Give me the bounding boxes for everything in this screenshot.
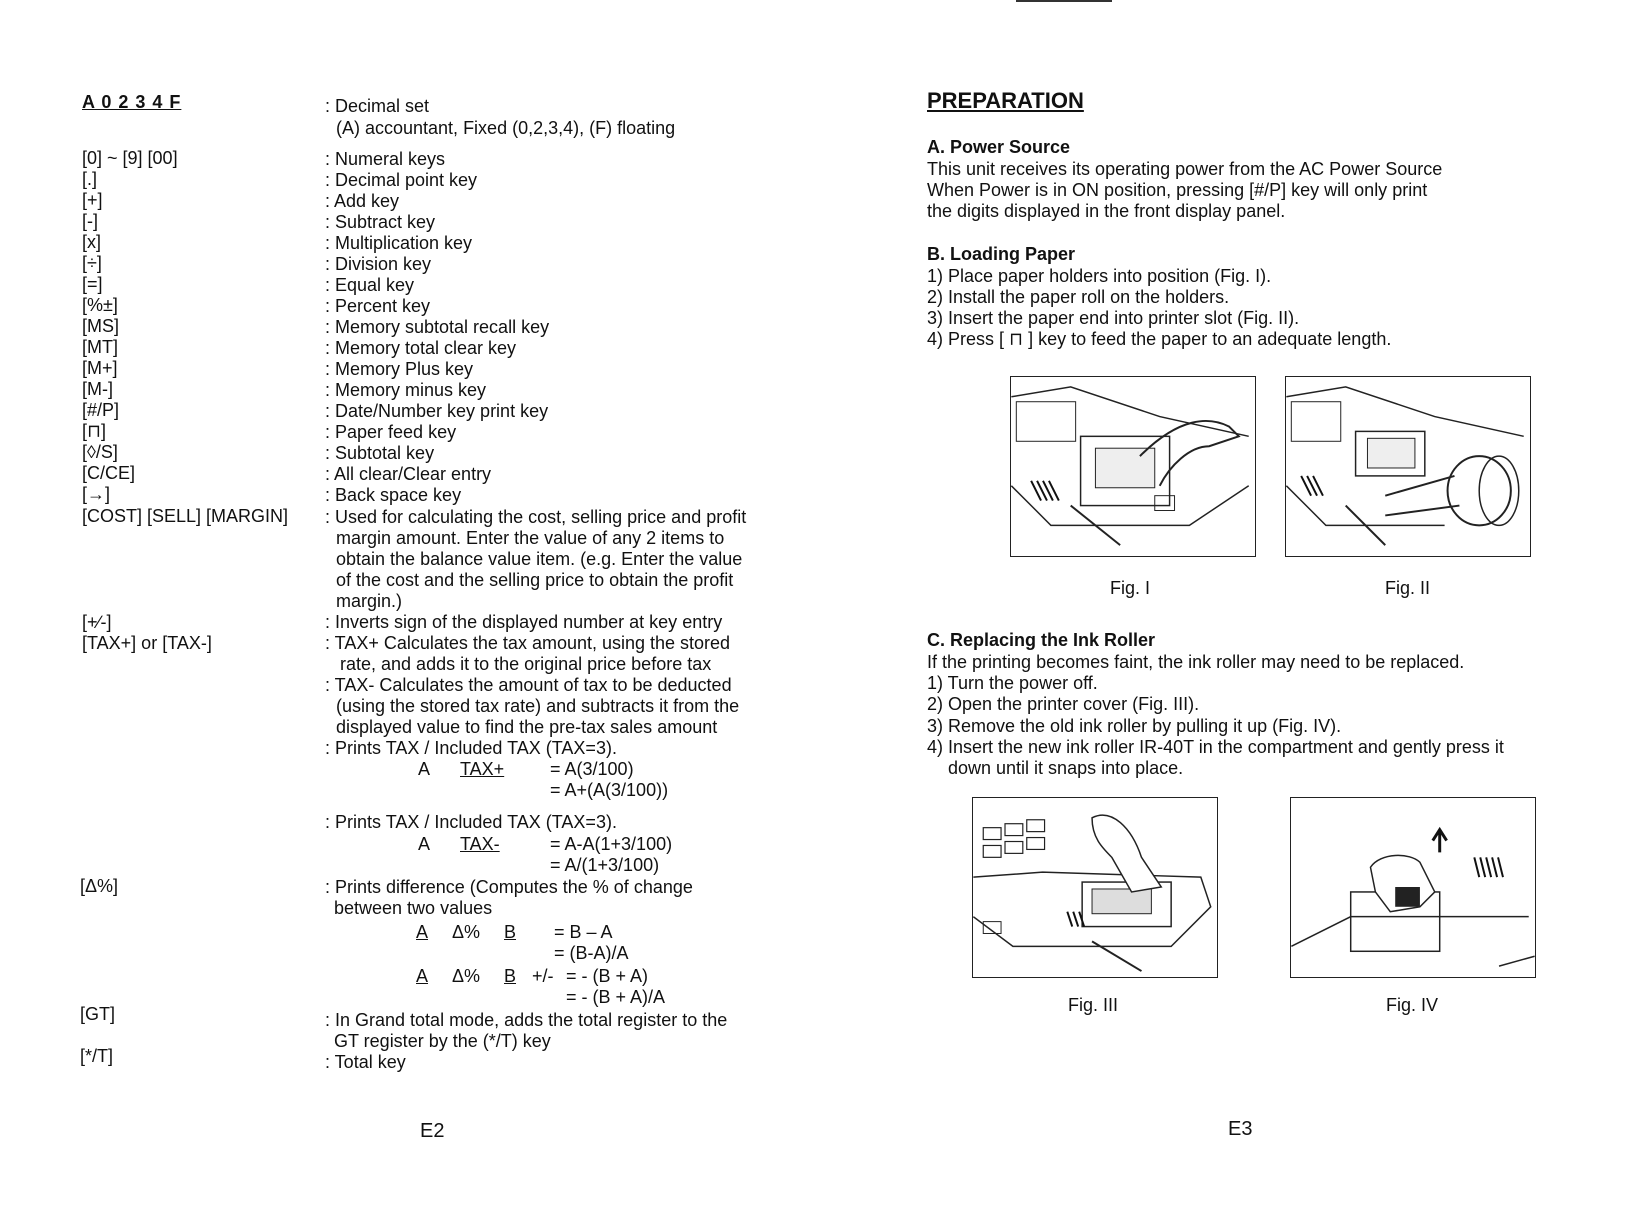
key-desc: : Memory Plus key bbox=[325, 359, 474, 379]
key-label: [⊓] bbox=[82, 421, 107, 441]
key-label: [-] bbox=[82, 211, 98, 231]
d1-eq1: = B – A bbox=[554, 922, 613, 942]
key-label: [=] bbox=[82, 274, 103, 294]
key-desc: : Division key bbox=[325, 254, 432, 274]
tax-desc-line: : TAX- Calculates the amount of tax to be deducted bbox=[325, 675, 732, 695]
section-c-line: down until it snaps into place. bbox=[948, 758, 1184, 778]
calculator-paper-roll-icon bbox=[1286, 377, 1530, 556]
figure-3-illustration bbox=[972, 797, 1218, 978]
d2-b: B bbox=[504, 966, 517, 986]
decimal-set-desc: : Decimal set bbox=[325, 96, 430, 116]
taxplus-eq1: = A(3/100) bbox=[550, 759, 634, 779]
key-label: [◊/S] bbox=[82, 442, 118, 462]
key-label: [x] bbox=[82, 232, 102, 252]
key-desc: : Memory minus key bbox=[325, 380, 487, 400]
key-desc: : Subtotal key bbox=[325, 443, 435, 463]
key-label: [÷] bbox=[82, 253, 102, 273]
section-a-line: When Power is in ON position, pressing [#/P] key will only print bbox=[927, 180, 1428, 200]
figure-4-illustration bbox=[1290, 797, 1536, 978]
key-label: [MT] bbox=[82, 337, 118, 357]
section-a-heading: A. Power Source bbox=[927, 137, 1071, 157]
d2-op: Δ% bbox=[452, 966, 481, 986]
calculator-paper-holder-icon bbox=[1011, 377, 1255, 556]
section-c-line: 2) Open the printer cover (Fig. III). bbox=[927, 694, 1200, 714]
sign-key-label: [+∕-] bbox=[82, 612, 112, 632]
key-label: [%±] bbox=[82, 295, 118, 315]
cost-key-label: [COST] [SELL] [MARGIN] bbox=[82, 506, 289, 526]
figure-1-illustration bbox=[1010, 376, 1256, 557]
key-desc: : Decimal point key bbox=[325, 170, 478, 190]
key-label: [.] bbox=[82, 169, 98, 189]
d1-op: Δ% bbox=[452, 922, 481, 942]
delta-key-label: [Δ%] bbox=[80, 876, 119, 896]
d2-a: A bbox=[416, 966, 429, 986]
section-b-heading: B. Loading Paper bbox=[927, 244, 1076, 264]
d2-eq1: = - (B + A) bbox=[566, 966, 649, 986]
key-desc: : Back space key bbox=[325, 485, 462, 505]
figure-2-illustration bbox=[1285, 376, 1531, 557]
page-number-right: E3 bbox=[1228, 1118, 1253, 1140]
section-b-step: 1) Place paper holders into position (Fig. I). bbox=[927, 266, 1272, 286]
decimal-set-options: (A) accountant, Fixed (0,2,3,4), (F) floating bbox=[336, 118, 676, 138]
decimal-set-key: A 0 2 3 4 F bbox=[82, 92, 182, 112]
key-label: [M+] bbox=[82, 358, 118, 378]
tax-desc-line: : Prints TAX / Included TAX (TAX=3). bbox=[325, 738, 617, 758]
key-desc: : Equal key bbox=[325, 275, 415, 295]
tax-key-label: [TAX+] or [TAX-] bbox=[82, 633, 212, 653]
key-label: [#/P] bbox=[82, 400, 120, 420]
print-tax-line: : Prints TAX / Included TAX (TAX=3). bbox=[325, 812, 617, 832]
gt-desc: : In Grand total mode, adds the total register to the bbox=[325, 1010, 728, 1030]
section-b-step: 2) Install the paper roll on the holders. bbox=[927, 287, 1230, 307]
page-number-left: E2 bbox=[420, 1120, 445, 1142]
taxplus-key: TAX+ bbox=[460, 759, 505, 779]
cost-desc-line: margin amount. Enter the value of any 2 items to bbox=[336, 528, 725, 548]
figure-4-caption: Fig. IV bbox=[1386, 995, 1439, 1015]
cost-desc-line: obtain the balance value item. (e.g. Enter the value bbox=[336, 549, 743, 569]
section-c-line: If the printing becomes faint, the ink roller may need to be replaced. bbox=[927, 652, 1465, 672]
tax-desc-line: : TAX+ Calculates the tax amount, using the stored bbox=[325, 633, 731, 653]
section-a-line: This unit receives its operating power from the AC Power Source bbox=[927, 159, 1443, 179]
tax-desc-line: displayed value to find the pre-tax sales amount bbox=[336, 717, 718, 737]
delta-desc: : Prints difference (Computes the % of change bbox=[325, 877, 693, 897]
section-c-line: 1) Turn the power off. bbox=[927, 673, 1098, 693]
key-label: [C/CE] bbox=[82, 463, 136, 483]
d2-pm: +/- bbox=[532, 966, 554, 986]
key-label: [→] bbox=[82, 484, 111, 504]
key-label: [+] bbox=[82, 190, 103, 210]
tax-desc-line: (using the stored tax rate) and subtracts it from the bbox=[336, 696, 740, 716]
delta-desc: between two values bbox=[334, 898, 493, 918]
section-c-line: 3) Remove the old ink roller by pulling it up (Fig. IV). bbox=[927, 716, 1342, 736]
section-b-step: 3) Insert the paper end into printer slot (Fig. II). bbox=[927, 308, 1300, 328]
sign-key-desc: : Inverts sign of the displayed number at key entry bbox=[325, 612, 723, 632]
tax-desc-line: rate, and adds it to the original price before tax bbox=[340, 654, 712, 674]
figure-1-caption: Fig. I bbox=[1110, 578, 1151, 598]
d1-eq2: = (B-A)/A bbox=[554, 943, 629, 963]
figure-2-caption: Fig. II bbox=[1385, 578, 1431, 598]
key-desc: : Percent key bbox=[325, 296, 431, 316]
key-desc: : Subtract key bbox=[325, 212, 436, 232]
section-a-line: the digits displayed in the front display panel. bbox=[927, 201, 1286, 221]
key-desc: : Numeral keys bbox=[325, 149, 446, 169]
d1-b: B bbox=[504, 922, 517, 942]
key-label: [M-] bbox=[82, 379, 113, 399]
cost-desc-line: : Used for calculating the cost, selling price and profit bbox=[325, 507, 747, 527]
taxminus-eq2: = A/(1+3/100) bbox=[550, 855, 660, 875]
printer-cover-open-icon bbox=[973, 798, 1217, 977]
key-desc: : Multiplication key bbox=[325, 233, 473, 253]
ink-roller-removal-icon bbox=[1291, 798, 1535, 977]
gt-key-label: [GT] bbox=[80, 1004, 115, 1024]
key-desc: : Memory subtotal recall key bbox=[325, 317, 550, 337]
total-key-desc: : Total key bbox=[325, 1052, 406, 1072]
d1-a: A bbox=[416, 922, 429, 942]
page-title: PREPARATION bbox=[927, 88, 1084, 113]
taxplus-a: A bbox=[418, 759, 431, 779]
taxplus-eq2: = A+(A(3/100)) bbox=[550, 780, 669, 800]
d2-eq2: = - (B + A)/A bbox=[566, 987, 666, 1007]
section-b-step: 4) Press [ ⊓ ] key to feed the paper to an adequate length. bbox=[927, 329, 1392, 349]
figure-3-caption: Fig. III bbox=[1068, 995, 1119, 1015]
top-rule bbox=[1016, 0, 1112, 2]
cost-desc-line: margin.) bbox=[336, 591, 403, 611]
key-label: [MS] bbox=[82, 316, 120, 336]
key-desc: : Memory total clear key bbox=[325, 338, 517, 358]
cost-desc-line: of the cost and the selling price to obtain the profit bbox=[336, 570, 734, 590]
key-desc: : Date/Number key print key bbox=[325, 401, 549, 421]
gt-desc: GT register by the (*/T) key bbox=[334, 1031, 551, 1051]
key-desc: : All clear/Clear entry bbox=[325, 464, 492, 484]
section-c-heading: C. Replacing the Ink Roller bbox=[927, 630, 1156, 650]
key-desc: : Add key bbox=[325, 191, 400, 211]
key-desc: : Paper feed key bbox=[325, 422, 457, 442]
taxminus-key: TAX- bbox=[460, 834, 500, 854]
total-key-label: [*/T] bbox=[80, 1046, 114, 1066]
taxminus-eq1: = A-A(1+3/100) bbox=[550, 834, 673, 854]
key-label: [0] ~ [9] [00] bbox=[82, 148, 178, 168]
section-c-line: 4) Insert the new ink roller IR-40T in the compartment and gently press it bbox=[927, 737, 1504, 757]
taxminus-a: A bbox=[418, 834, 431, 854]
